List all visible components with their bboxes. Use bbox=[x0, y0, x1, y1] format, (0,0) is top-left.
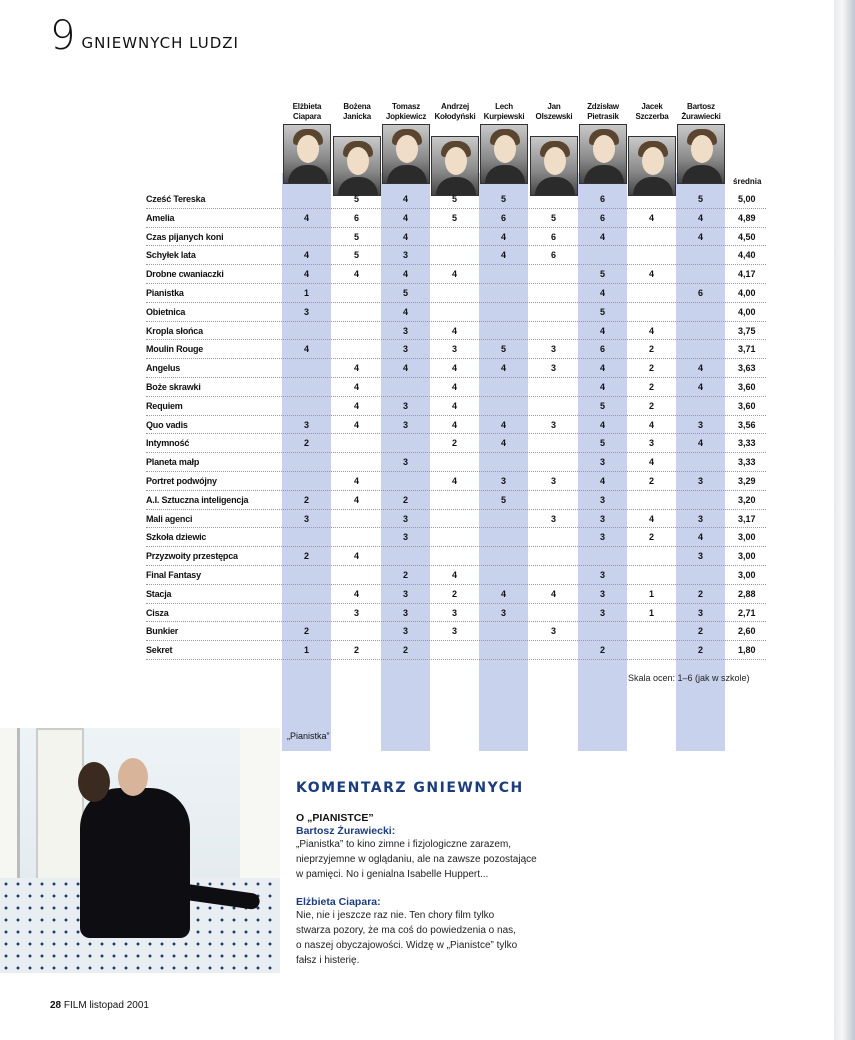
score-cell: 3 bbox=[451, 626, 457, 637]
average-score: 3,20 bbox=[738, 494, 756, 505]
score-cell: 3 bbox=[500, 607, 506, 618]
film-title: Sekret bbox=[146, 645, 173, 656]
score-cell: 3 bbox=[303, 513, 309, 524]
film-title: Stacja bbox=[146, 588, 172, 599]
table-row bbox=[146, 378, 766, 397]
page-footer bbox=[50, 1000, 149, 1011]
score-cell: 2 bbox=[648, 381, 654, 392]
score-cell: 2 bbox=[451, 588, 457, 599]
score-cell: 5 bbox=[451, 212, 457, 223]
score-cell: 4 bbox=[500, 231, 506, 242]
film-title: Kropla słońca bbox=[146, 325, 203, 336]
table-row bbox=[146, 209, 766, 228]
score-cell: 2 bbox=[648, 363, 654, 374]
critic bbox=[381, 90, 431, 184]
average-score: 3,60 bbox=[738, 381, 756, 392]
score-cell: 6 bbox=[599, 344, 605, 355]
score-cell: 4 bbox=[451, 363, 457, 374]
film-title: Requiem bbox=[146, 400, 183, 411]
score-cell: 4 bbox=[353, 363, 359, 374]
average-score: 2,60 bbox=[738, 626, 756, 637]
score-cell: 3 bbox=[599, 494, 605, 505]
score-cell: 4 bbox=[402, 231, 408, 242]
score-cell: 4 bbox=[599, 363, 605, 374]
average-header: średnia bbox=[733, 177, 762, 186]
score-cell: 4 bbox=[599, 287, 605, 298]
header-title: GNIEWNYCH LUDZI bbox=[81, 34, 239, 52]
average-score: 1,80 bbox=[738, 645, 756, 656]
score-cell: 5 bbox=[402, 287, 408, 298]
film-title: Schyłek lata bbox=[146, 250, 196, 261]
average-score: 3,60 bbox=[738, 400, 756, 411]
film-title: Bunkier bbox=[146, 626, 179, 637]
score-cell: 1 bbox=[648, 607, 654, 618]
average-score: 3,63 bbox=[738, 363, 756, 374]
score-cell: 3 bbox=[550, 513, 556, 524]
critic-name: Lech Kurpiewski bbox=[483, 102, 525, 121]
score-cell: 5 bbox=[599, 306, 605, 317]
score-cell: 4 bbox=[303, 250, 309, 261]
table-row bbox=[146, 585, 766, 604]
score-cell: 3 bbox=[402, 513, 408, 524]
score-cell: 2 bbox=[402, 569, 408, 580]
score-cell: 3 bbox=[402, 607, 408, 618]
score-cell: 4 bbox=[451, 400, 457, 411]
score-cell: 4 bbox=[599, 475, 605, 486]
score-cell: 4 bbox=[303, 212, 309, 223]
score-cell: 5 bbox=[451, 194, 457, 204]
table-row bbox=[146, 228, 766, 247]
score-cell: 4 bbox=[599, 419, 605, 430]
score-cell: 5 bbox=[500, 494, 506, 505]
commentary-text: „Pianistka” to kino zimne i fizjologiczne zarazem, nieprzyjemne w oglądaniu, ale na zawsze pozostające w pamięci. No i genialna Isabelle Huppert... bbox=[296, 839, 537, 880]
score-cell: 2 bbox=[648, 532, 654, 543]
table-row bbox=[146, 604, 766, 623]
score-cell: 4 bbox=[353, 588, 359, 599]
score-cell: 3 bbox=[402, 532, 408, 543]
score-cell: 6 bbox=[353, 212, 359, 223]
score-cell: 5 bbox=[550, 212, 556, 223]
table-row bbox=[146, 622, 766, 641]
score-cell: 2 bbox=[648, 475, 654, 486]
commentary-text: Nie, nie i jeszcze raz nie. Ten chory film tylko stwarza pozory, że ma coś do powiedzenia o nas, o naszej obyczajowości. Widzę w „Pianistce” tylko fałsz i histerię. bbox=[296, 910, 518, 966]
score-cell: 6 bbox=[500, 212, 506, 223]
critic-name: Elżbieta Ciapara bbox=[292, 102, 322, 121]
average-score: 4,00 bbox=[738, 306, 756, 317]
photo-caption: „Pianistka” bbox=[287, 731, 330, 741]
film-title: Final Fantasy bbox=[146, 569, 201, 580]
score-cell: 6 bbox=[599, 194, 605, 204]
score-cell: 5 bbox=[500, 194, 506, 204]
score-cell: 3 bbox=[697, 513, 703, 524]
score-cell: 3 bbox=[500, 475, 506, 486]
film-title: Czas pijanych koni bbox=[146, 231, 224, 242]
page-number: 28 bbox=[50, 1000, 62, 1011]
average-score: 5,00 bbox=[738, 194, 756, 204]
score-cell: 6 bbox=[599, 212, 605, 223]
critic-name: Andrzej Kołodyński bbox=[434, 102, 476, 121]
score-cell: 4 bbox=[550, 588, 556, 599]
score-cell: 4 bbox=[402, 306, 408, 317]
score-cell: 3 bbox=[550, 419, 556, 430]
critic bbox=[578, 90, 628, 184]
average-score: 2,71 bbox=[738, 607, 756, 618]
score-cell: 2 bbox=[451, 438, 457, 449]
critic-name: Jan Olszewski bbox=[535, 102, 573, 121]
critic-name: Zdzisław Pietrasik bbox=[587, 102, 619, 121]
score-cell: 3 bbox=[697, 419, 703, 430]
average-score: 3,75 bbox=[738, 325, 756, 336]
critic-photo bbox=[677, 124, 725, 184]
score-cell: 3 bbox=[550, 344, 556, 355]
score-cell: 5 bbox=[599, 438, 605, 449]
score-cell: 4 bbox=[353, 381, 359, 392]
average-score: 4,00 bbox=[738, 287, 756, 298]
critic-photo bbox=[283, 124, 331, 184]
score-cell: 5 bbox=[599, 400, 605, 411]
critic-photo bbox=[530, 136, 578, 196]
score-cell: 4 bbox=[697, 438, 703, 449]
score-cell: 3 bbox=[599, 513, 605, 524]
score-cell: 4 bbox=[402, 269, 408, 280]
score-cell: 2 bbox=[402, 494, 408, 505]
score-cell: 3 bbox=[303, 419, 309, 430]
score-cell: 2 bbox=[697, 626, 703, 637]
film-title: Boże skrawki bbox=[146, 381, 201, 392]
film-title: Drobne cwaniaczki bbox=[146, 269, 224, 280]
score-cell: 4 bbox=[402, 363, 408, 374]
film-title: Planeta małp bbox=[146, 457, 200, 468]
score-cell: 4 bbox=[648, 325, 654, 336]
score-cell: 4 bbox=[402, 194, 408, 204]
table-row bbox=[146, 303, 766, 322]
commentary bbox=[296, 780, 576, 968]
score-cell: 1 bbox=[648, 588, 654, 599]
table-row bbox=[146, 284, 766, 303]
average-score: 3,71 bbox=[738, 344, 756, 355]
table-row bbox=[146, 359, 766, 378]
score-cell: 4 bbox=[402, 212, 408, 223]
film-title: Cisza bbox=[146, 607, 169, 618]
score-cell: 3 bbox=[599, 569, 605, 580]
critic bbox=[479, 90, 529, 184]
score-cell: 3 bbox=[402, 626, 408, 637]
table-row bbox=[146, 641, 766, 660]
score-cell: 2 bbox=[697, 588, 703, 599]
score-cell: 3 bbox=[451, 607, 457, 618]
commentary-author: Bartosz Żurawiecki: bbox=[296, 825, 396, 837]
critic bbox=[430, 90, 480, 196]
score-cell: 3 bbox=[697, 475, 703, 486]
critic bbox=[676, 90, 726, 184]
score-cell: 2 bbox=[697, 645, 703, 656]
score-cell: 5 bbox=[353, 231, 359, 242]
critic-name: Bożena Janicka bbox=[343, 102, 371, 121]
score-cell: 4 bbox=[303, 269, 309, 280]
score-cell: 3 bbox=[599, 607, 605, 618]
critic-photo bbox=[480, 124, 528, 184]
footer-text: FILM listopad 2001 bbox=[63, 1000, 149, 1011]
score-cell: 3 bbox=[402, 250, 408, 261]
score-cell: 4 bbox=[648, 513, 654, 524]
score-cell: 2 bbox=[402, 645, 408, 656]
critic-name: Tomasz Jopkiewicz bbox=[385, 102, 427, 121]
table-row bbox=[146, 453, 766, 472]
film-title: Przyzwoity przestępca bbox=[146, 551, 238, 562]
average-score: 3,33 bbox=[738, 457, 756, 468]
film-title: A.I. Sztuczna inteligencja bbox=[146, 494, 249, 505]
score-cell: 3 bbox=[402, 400, 408, 411]
score-cell: 4 bbox=[599, 231, 605, 242]
film-still-photo bbox=[0, 728, 280, 973]
average-score: 3,56 bbox=[738, 419, 756, 430]
score-cell: 2 bbox=[353, 645, 359, 656]
score-cell: 2 bbox=[303, 626, 309, 637]
critic-photo bbox=[382, 124, 430, 184]
score-cell: 4 bbox=[353, 475, 359, 486]
score-cell: 4 bbox=[697, 231, 703, 242]
score-cell: 6 bbox=[697, 287, 703, 298]
score-cell: 3 bbox=[550, 363, 556, 374]
table-row bbox=[146, 472, 766, 491]
critic-photo bbox=[628, 136, 676, 196]
table-row bbox=[146, 265, 766, 284]
film-rows bbox=[146, 190, 766, 660]
score-cell: 4 bbox=[451, 475, 457, 486]
score-cell: 4 bbox=[648, 419, 654, 430]
critic bbox=[332, 90, 382, 196]
score-cell: 3 bbox=[451, 344, 457, 355]
table-row bbox=[146, 246, 766, 265]
score-cell: 4 bbox=[500, 250, 506, 261]
score-cell: 4 bbox=[500, 363, 506, 374]
score-cell: 4 bbox=[353, 551, 359, 562]
critic-photo bbox=[431, 136, 479, 196]
film-title: Obietnica bbox=[146, 306, 186, 317]
score-cell: 3 bbox=[599, 588, 605, 599]
score-cell: 3 bbox=[402, 419, 408, 430]
table-row bbox=[146, 434, 766, 453]
critic bbox=[627, 90, 677, 196]
score-cell: 3 bbox=[697, 607, 703, 618]
score-cell: 4 bbox=[648, 457, 654, 468]
score-cell: 4 bbox=[599, 325, 605, 336]
average-score: 3,00 bbox=[738, 569, 756, 580]
score-cell: 4 bbox=[648, 212, 654, 223]
critic-name: Jacek Szczerba bbox=[635, 102, 669, 121]
average-score: 2,88 bbox=[738, 588, 756, 599]
score-cell: 2 bbox=[648, 400, 654, 411]
score-cell: 3 bbox=[353, 607, 359, 618]
film-title: Cześć Tereska bbox=[146, 194, 206, 204]
score-cell: 5 bbox=[500, 344, 506, 355]
score-cell: 3 bbox=[402, 344, 408, 355]
score-cell: 2 bbox=[599, 645, 605, 656]
score-cell: 3 bbox=[402, 457, 408, 468]
score-cell: 3 bbox=[697, 551, 703, 562]
critics-header bbox=[146, 90, 766, 190]
film-title: Pianistka bbox=[146, 287, 184, 298]
score-cell: 6 bbox=[550, 231, 556, 242]
score-cell: 4 bbox=[500, 588, 506, 599]
score-cell: 4 bbox=[451, 419, 457, 430]
score-cell: 4 bbox=[697, 381, 703, 392]
score-cell: 4 bbox=[451, 381, 457, 392]
average-score: 4,89 bbox=[738, 212, 756, 223]
score-cell: 2 bbox=[303, 551, 309, 562]
score-cell: 3 bbox=[550, 626, 556, 637]
film-title: Intymność bbox=[146, 438, 190, 449]
score-cell: 4 bbox=[303, 344, 309, 355]
film-title: Moulin Rouge bbox=[146, 344, 204, 355]
score-cell: 4 bbox=[697, 212, 703, 223]
score-cell: 4 bbox=[451, 569, 457, 580]
score-cell: 2 bbox=[303, 438, 309, 449]
film-title: Angelus bbox=[146, 363, 181, 374]
score-cell: 5 bbox=[353, 194, 359, 204]
score-cell: 4 bbox=[353, 419, 359, 430]
scale-note: Skala ocen: 1–6 (jak w szkole) bbox=[628, 673, 750, 683]
table-row bbox=[146, 190, 766, 209]
score-cell: 4 bbox=[353, 400, 359, 411]
score-cell: 4 bbox=[500, 438, 506, 449]
score-cell: 2 bbox=[648, 344, 654, 355]
average-score: 3,00 bbox=[738, 532, 756, 543]
score-cell: 4 bbox=[353, 494, 359, 505]
page-header bbox=[50, 13, 239, 59]
critic bbox=[529, 90, 579, 196]
film-title: Portret podwójny bbox=[146, 475, 217, 486]
table-row bbox=[146, 547, 766, 566]
score-cell: 2 bbox=[303, 494, 309, 505]
average-score: 4,50 bbox=[738, 231, 756, 242]
critic-name: Bartosz Żurawiecki bbox=[681, 102, 721, 121]
film-title: Amelia bbox=[146, 212, 175, 223]
table-row bbox=[146, 491, 766, 510]
average-score: 4,17 bbox=[738, 269, 756, 280]
table-row bbox=[146, 322, 766, 341]
score-cell: 5 bbox=[353, 250, 359, 261]
critic-photo bbox=[333, 136, 381, 196]
score-cell: 1 bbox=[303, 645, 309, 656]
average-score: 3,33 bbox=[738, 438, 756, 449]
score-cell: 3 bbox=[402, 325, 408, 336]
score-cell: 4 bbox=[697, 532, 703, 543]
average-score: 3,29 bbox=[738, 475, 756, 486]
score-cell: 4 bbox=[599, 381, 605, 392]
table-row bbox=[146, 340, 766, 359]
film-title: Quo vadis bbox=[146, 419, 188, 430]
score-cell: 3 bbox=[303, 306, 309, 317]
score-cell: 1 bbox=[303, 287, 309, 298]
table-row bbox=[146, 397, 766, 416]
film-title: Szkoła dziewic bbox=[146, 532, 207, 543]
average-score: 3,17 bbox=[738, 513, 756, 524]
score-cell: 6 bbox=[550, 250, 556, 261]
critic-photo bbox=[579, 124, 627, 184]
score-cell: 3 bbox=[648, 438, 654, 449]
commentary-subtitle: O „PIANISTCE” bbox=[296, 812, 374, 824]
film-title: Mali agenci bbox=[146, 513, 193, 524]
score-cell: 3 bbox=[599, 532, 605, 543]
next-page-edge bbox=[834, 0, 855, 1040]
score-cell: 4 bbox=[648, 269, 654, 280]
score-cell: 5 bbox=[697, 194, 703, 204]
average-score: 3,00 bbox=[738, 551, 756, 562]
score-cell: 4 bbox=[451, 269, 457, 280]
score-cell: 3 bbox=[550, 475, 556, 486]
table-row bbox=[146, 566, 766, 585]
score-cell: 3 bbox=[599, 457, 605, 468]
commentary-author: Elżbieta Ciapara: bbox=[296, 896, 381, 908]
score-cell: 4 bbox=[697, 363, 703, 374]
table-row bbox=[146, 510, 766, 529]
commentary-title: KOMENTARZ GNIEWNYCH bbox=[296, 780, 524, 796]
average-score: 4,40 bbox=[738, 250, 756, 261]
score-cell: 4 bbox=[500, 419, 506, 430]
score-cell: 5 bbox=[599, 269, 605, 280]
score-cell: 3 bbox=[402, 588, 408, 599]
score-cell: 4 bbox=[451, 325, 457, 336]
score-cell: 4 bbox=[353, 269, 359, 280]
critic bbox=[282, 90, 332, 184]
header-number: 9 bbox=[50, 13, 76, 59]
table-row bbox=[146, 416, 766, 435]
table-row bbox=[146, 528, 766, 547]
